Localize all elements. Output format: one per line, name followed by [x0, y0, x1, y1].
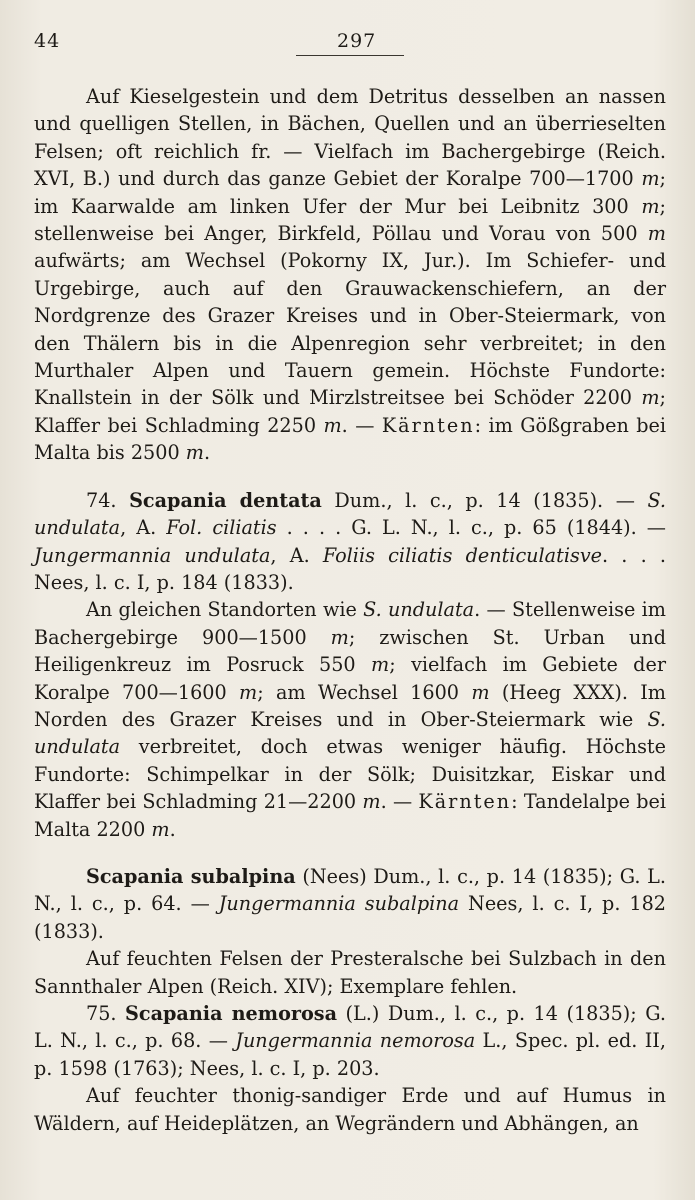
paragraph-habitat-dentata: An gleichen Standorten wie S. undulata. — Stellenweise im Bachergebirge 900—1500 m; zwischen St. Urban und Heiligenkreuz im Posruck 550 m; vielfach im Gebiete der Koralpe 700—1600 m; am Wechsel 1600 m (Heeg XXX). Im Norden des Grazer Kreises und in Ober-Steiermark wie S. undulata verbreitet, doch etwas weniger häufig. Höchste Fundorte: Schimpelkar in der Sölk; Duisitzkar, Eiskar und Klaffer bei Schladming 21—2200 m. — Kärnten: Tandelalpe bei Malta 2200 m. — [34, 598, 666, 841]
region-kaernten: Kärnten — [418, 790, 512, 814]
species-name: Scapania nemorosa — [125, 1002, 338, 1025]
page-number-center: 297 — [337, 30, 377, 52]
header-rule — [296, 55, 404, 56]
page-body — [34, 83, 666, 1137]
region-kaernten: Kärnten — [381, 413, 475, 437]
paragraph-habitat-nemorosa: Auf feuchter thonig-sandiger Erde und auf Humus in Wäldern, auf Heideplätzen, an Wegrändern und Abhängen, an — [34, 1084, 666, 1135]
entry-scapania-subalpina: Scapania subalpina (Nees) Dum., l. c., p. 14 (1835); G. L. N., l. c., p. 64. — Jungermannia subalpina Nees, l. c. I, p. 182 (1833). — [34, 864, 666, 943]
entry-75-scapania-nemorosa: 75. Scapania nemorosa (L.) Dum., l. c., p. 14 (1835); G. L. N., l. c., p. 68. — Jungermannia nemorosa L., Spec. pl. ed. II, p. 1598 (1763); Nees, l. c. I, p. 203. — [34, 1002, 666, 1080]
species-name: Scapania subalpina — [86, 864, 296, 888]
paragraph-habitat-subalpina: Auf feuchten Felsen der Presteralsche bei Sulzbach in den Sannthaler Alpen (Reich. XIV); Exemplare fehlen. — [34, 947, 666, 998]
paragraph-habitat-undulata: Auf Kieselgestein und dem Detritus desselben an nassen und quelligen Stellen, in Bächen, Quellen und an überrieselten Felsen; oft reichlich fr. — Vielfach im Bachergebirge (Reich. XVI, B.) und durch das ganze Gebiet der Koralpe 700—1700 m; im Kaarwalde am linken Ufer der Mur bei Leibnitz 300 m; stellenweise bei Anger, Birkfeld, Pöllau und Vorau von 500 m aufwärts; am Wechsel (Pokorny IX, Jur.). Im Schiefer- und Urgebirge, auch auf den Grauwackenschiefern, an der Nordgrenze des Grazer Kreises und in Ober-Steiermark, von den Thälern bis in die Alpenregion sehr verbreitet; in den Murthaler Alpen und Tauern gemein. Höchste Fundorte: Knallstein in der Sölk und Mirzlstreitsee bei Schöder 2200 m; Klaffer bei Schladming 2250 m. — Kärnten: im Gößgraben bei Malta bis 2500 m. — [34, 85, 666, 465]
page-number-left: 44 — [34, 30, 61, 52]
entry-74-scapania-dentata: 74. Scapania dentata Dum., l. c., p. 14 (1835). — S. undulata, A. Fol. ciliatis . . . . G. L. N., l. c., p. 65 (1844). — Jungermannia undulata, A. Foliis ciliatis denticulatisve. . . . Nees, l. c. I, p. 184 (1833). — [34, 488, 666, 594]
species-name: Scapania dentata — [129, 488, 322, 512]
